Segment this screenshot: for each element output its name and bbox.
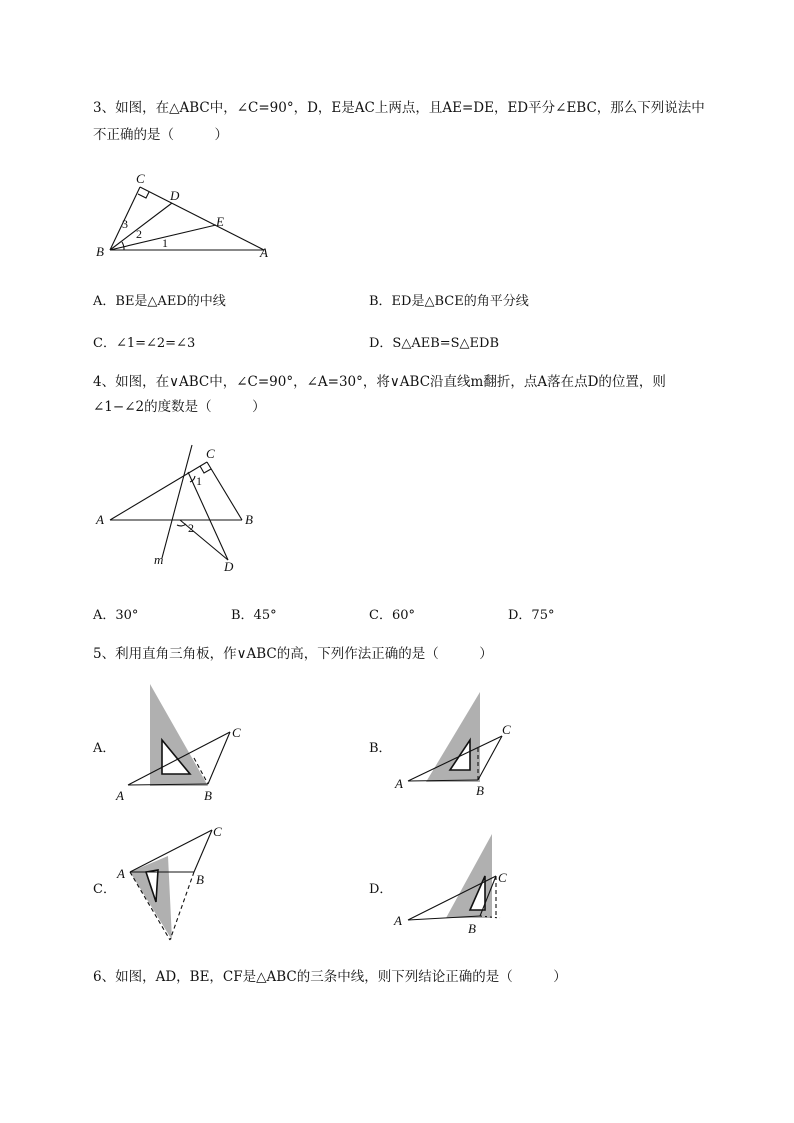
q3-label-C: C (136, 171, 145, 186)
q3-stem-line1: 3、如图，在△ABC中，∠C=90°，D，E是AC上两点，且AE=DE，ED平分∠EBC，那么下列说法中 (93, 100, 705, 116)
q5-stem: 5、利用直角三角板，作∨ABC的高，下列作法正确的是（ ） (93, 646, 493, 662)
q3-label-B: B (96, 244, 104, 259)
q3-figure (92, 170, 282, 265)
q6-stem: 6、如图，AD，BE，CF是△ABC的三条中线，则下列结论正确的是（ ） (93, 969, 567, 985)
q3-angle-2: 2 (136, 227, 142, 241)
q5-figure-d (390, 830, 520, 940)
q3-label-A: A (260, 245, 268, 260)
q4-stem-line1: 4、如图，在∨ABC中，∠C=90°，∠A=30°，将∨ABC沿直线m翻折，点A落在点D的位置，则 (93, 374, 666, 390)
q5d-label-B: B (468, 921, 476, 936)
q4-label-C: C (206, 446, 215, 461)
q3-option-a[interactable]: A．BE是△AED的中线 (93, 294, 226, 309)
q5-figure-c (110, 820, 240, 950)
q4-angle-2: 2 (188, 521, 194, 535)
q3-option-d[interactable]: D．S△AEB=S△EDB (369, 336, 500, 351)
q5c-label-C: C (213, 824, 222, 839)
q4-angle-1: 1 (196, 474, 202, 488)
q5b-label-A: A (395, 776, 403, 791)
q5-figure-a (110, 680, 260, 810)
q5a-label-C: C (232, 725, 241, 740)
q4-label-A: A (96, 512, 104, 527)
q4-label-m: m (154, 552, 164, 567)
q5c-label-A: A (117, 866, 125, 881)
q3-option-b[interactable]: B．ED是△BCE的角平分线 (369, 294, 529, 309)
q5d-label-A: A (394, 913, 402, 928)
q4-option-b[interactable]: B．45° (231, 608, 277, 623)
q4-option-d[interactable]: D．75° (508, 608, 555, 623)
q3-angle-1: 1 (162, 236, 168, 250)
q4-option-c[interactable]: C．60° (369, 608, 415, 623)
q5-option-d[interactable]: D． (369, 882, 393, 897)
q5-option-b[interactable]: B． (369, 741, 392, 756)
q3-angle-3: 3 (122, 217, 128, 231)
q5c-label-B: B (196, 872, 204, 887)
q5-figure-b (390, 688, 530, 803)
q5a-label-A: A (116, 788, 124, 803)
q4-label-D: D (224, 559, 234, 574)
q5a-label-B: B (204, 788, 212, 803)
q4-label-B: B (245, 512, 253, 527)
q3-option-c[interactable]: C．∠1=∠2=∠3 (93, 336, 196, 351)
q5b-label-C: C (502, 722, 511, 737)
q5d-label-C: C (498, 870, 507, 885)
q4-figure (92, 440, 267, 580)
q5-option-a[interactable]: A． (93, 741, 116, 756)
q3-label-E: E (216, 214, 224, 229)
q5b-label-B: B (476, 783, 484, 798)
q3-label-D: D (170, 188, 180, 203)
q4-option-a[interactable]: A．30° (93, 608, 139, 623)
q4-stem-line2: ∠1−∠2的度数是（ ） (93, 399, 266, 415)
q5-option-c[interactable]: C． (93, 882, 116, 897)
q3-stem-line2: 不正确的是（ ） (93, 127, 228, 143)
